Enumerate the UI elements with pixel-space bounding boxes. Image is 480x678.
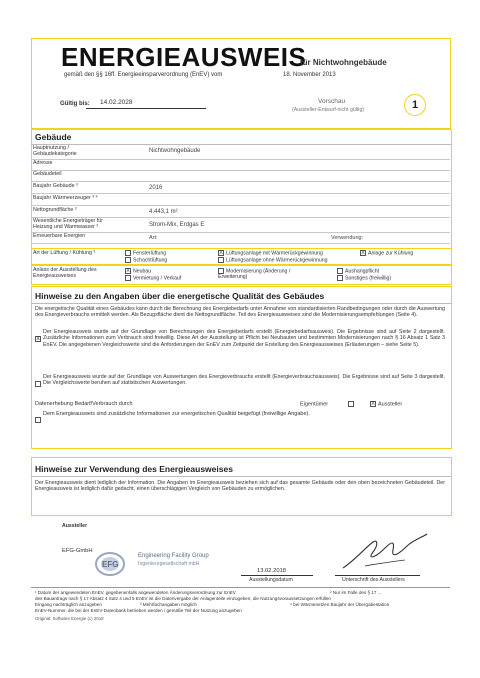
footnote-5: EnEV-Nummer, die bei der EnEV-Datenbank betrieben werden / gemäße Teil der Nutzung anzugeben xyxy=(35,608,242,613)
signature-graphic xyxy=(335,530,435,575)
issuer-label: Aussteller xyxy=(62,523,88,529)
option-consumption-checkbox xyxy=(35,375,43,393)
row-year-heater-label: Baujahr Wärmeerzeuger ³ ⁴ xyxy=(33,195,98,201)
footnote-1c: Eingang nachträglich anzugeben xyxy=(35,602,102,607)
row-year-building-label: Baujahr Gebäude ³ xyxy=(33,183,78,189)
quality-title-rule xyxy=(31,303,451,304)
footnote-3: ³ Mehrfachangaben möglich xyxy=(140,602,197,607)
vent-option-shaft: Schachtlüftung xyxy=(125,257,167,263)
row-building-part-label: Gebäudeteil xyxy=(33,171,62,177)
occasion-notice: Aushangpflicht xyxy=(337,268,379,274)
issuer-company: EFG-GmbH xyxy=(62,548,93,554)
usage-section-title: Hinweise zur Verwendung des Energieausweises xyxy=(35,464,233,474)
data-issuer-option: X Aussteller xyxy=(371,401,403,408)
row-usage-value: Nichtwohngebäude xyxy=(149,148,201,154)
row-address xyxy=(31,160,450,171)
valid-until-label: Gültig bis: xyxy=(60,101,90,107)
signature-label: Unterschrift des Ausstellers xyxy=(342,577,405,583)
vent-option-heat-recovery: X Lüftungsanlage mit Wärmerückgewinnung xyxy=(219,250,323,257)
quality-intro: Die energetische Qualität eines Gebäudes kann durch die Berechnung des Energiebedarfs unter Annahme von standardisierten Randbedingungen oder durch die Auswertung des Energieverbrauchs ermittelt werden. Als Bezugsfläche dient die Nettogrundfläche. Teil des Energieausweises sind die Modernisierungsempfehlungen (Seite 4). xyxy=(35,306,445,319)
document-title: ENERGIEAUSWEIS xyxy=(61,42,307,72)
row-year-building-value: 2016 xyxy=(149,185,163,191)
row-renewables xyxy=(31,233,450,244)
usage-title-rule xyxy=(31,476,451,477)
valid-until-underline xyxy=(86,108,206,109)
issue-date-line xyxy=(241,575,313,576)
occasion-new: X Neubau xyxy=(126,268,152,275)
row-usage xyxy=(31,145,450,160)
valid-until-date: 14.02.2028 xyxy=(100,99,133,106)
option-consumption-text: Der Energieausweis wurde auf der Grundlage von Auswertungen des Energieverbrauchs erstellt (Energieverbrauchsausweis). Die Ergebnisse sind auf Seite 3 dargestellt. Die Vergleichswerte beruhen auf statistischen Auswertungen. xyxy=(43,374,445,387)
row-area-label: Nettogrundfläche ² xyxy=(33,207,77,213)
issue-date-label: Ausstellungsdatum xyxy=(249,577,293,583)
row-usage-label: Hauptnutzung / Gebäudekategorie xyxy=(33,145,77,157)
building-section-title: Gebäude xyxy=(35,132,72,142)
footnote-2: ² Nur im Falle des § 17 ... xyxy=(330,590,382,595)
page-number: 1 xyxy=(411,99,419,111)
row-energy-carrier-value: Strom-Mix, Erdgas E xyxy=(149,222,205,228)
preview-sublabel: (Aussteller-Entwurf-nicht gültig) xyxy=(292,107,365,113)
law-date: 18. November 2013 xyxy=(283,72,336,78)
footnote-4: ⁴ bei Wärmenetzen Baujahr der Übergabestation xyxy=(290,602,390,607)
ventilation-label: Art der Lüftung / Kühlung ³ xyxy=(33,250,96,256)
attachment-checkbox xyxy=(35,411,43,429)
vent-option-no-recovery: Lüftungsanlage ohne Wärmerückgewinnung xyxy=(218,257,328,263)
data-collection-label: Datenerhebung Bedarf/Verbrauch durch xyxy=(35,401,133,407)
page-number-badge xyxy=(404,94,426,116)
row-area xyxy=(31,207,450,218)
row-renewables-label: Erneuerbare Energien xyxy=(33,233,86,239)
occasion-other: Sonstiges (freiwillig) xyxy=(337,275,391,281)
vent-option-window: Fensterlüftung xyxy=(125,250,166,256)
occasion-rent: Vermietung / Verkauf xyxy=(125,275,181,281)
footnote-rule xyxy=(31,587,450,588)
footnote-1b: des Bauantrags nach § 17 Absatz 4 Satz 4 und 5 EnEV ist die Datenvergabe der Anlagenteile einzugeben, die Nutzungsvoraussetzungen erfüllen xyxy=(35,596,331,601)
quality-section-title: Hinweise zu den Angaben über die energetische Qualität des Gebäudes xyxy=(35,291,325,301)
row-year-heater xyxy=(31,195,450,206)
software-note: Original: Software Energie (c) 2018 xyxy=(35,616,104,621)
usage-text: Der Energieausweis dient lediglich der Information. Die Angaben im Energieausweis beziehen sich auf das gesamte Gebäude oder den oben bezeichneten Gebäudeteil. Der Energieausweis ist lediglich dafür gedacht, einen überschlägigen Vergleich von Gebäuden zu ermöglichen. xyxy=(35,480,445,493)
row-address-label: Adresse xyxy=(33,160,53,166)
row-energy-carrier-label: Wesentliche Energieträger für Heizung und Warmwasser ³ xyxy=(33,218,103,230)
law-line: gemäß den §§ 16ff. Energieeinsparverordnung (EnEV) vom xyxy=(64,72,223,78)
option-demand-checkbox: X xyxy=(36,335,40,342)
signature-line xyxy=(335,575,420,576)
row-energy-carrier xyxy=(31,218,450,233)
occasion-modernisation: Modernisierung (Änderung / Erweiterung) xyxy=(218,268,291,281)
row-renewables-type: Art: xyxy=(149,235,158,241)
row-area-value: 4.443,1 m² xyxy=(149,209,178,215)
row-renewables-use: Verwendung: xyxy=(331,235,364,241)
row-year-building xyxy=(31,183,450,194)
data-owner-option: Eigentümer xyxy=(300,401,356,407)
preview-label: Vorschau xyxy=(318,98,346,105)
row-building-part xyxy=(31,171,450,182)
document-subtitle: für Nichtwohngebäude xyxy=(300,58,387,67)
occasion-label: Anlass der Ausstellung des Energieausweises xyxy=(33,267,97,279)
issue-date: 13.02.2018 xyxy=(257,568,287,574)
footnote-1: ¹ Datum der angewendeten EnEV, gegebenenfalls angewendeten Änderungsverordnung zur EnEV xyxy=(35,590,236,595)
issuer-logo-sub: Ingenieurgesellschaft mbH xyxy=(138,561,200,567)
option-demand-text: Der Energieausweis wurde auf der Grundlage von Berechnungen des Energiebedarfs erstellt (Energiebedarfsausweis). Die Ergebnisse sind auf Seite 2 dargestellt. Zusätzliche Informationen zum Verbrauch sind freiwillig. Diese Art der Ausstellung ist Pflicht bei Neubauten und bestimmten Modernisierungen nach § 16 Absatz 1 Satz 3 EnEV. Die angegebenen Vergleichswerte sind die Anforderungen der EnEV zum Zeitpunkt der Erstellung des Energieausweises (Erläuterungen – siehe Seite 5). xyxy=(43,329,445,348)
issuer-logo-group: Engineering Facility Group xyxy=(138,553,209,559)
issuer-logo-text: EFG xyxy=(102,560,119,569)
attachment-text: Dem Energieausweis sind zusätzliche Informationen zur energetischen Qualität beigefügt (freiwillige Angabe). xyxy=(43,411,310,417)
vent-option-cooling: X Anlage zur Kühlung xyxy=(361,250,414,257)
